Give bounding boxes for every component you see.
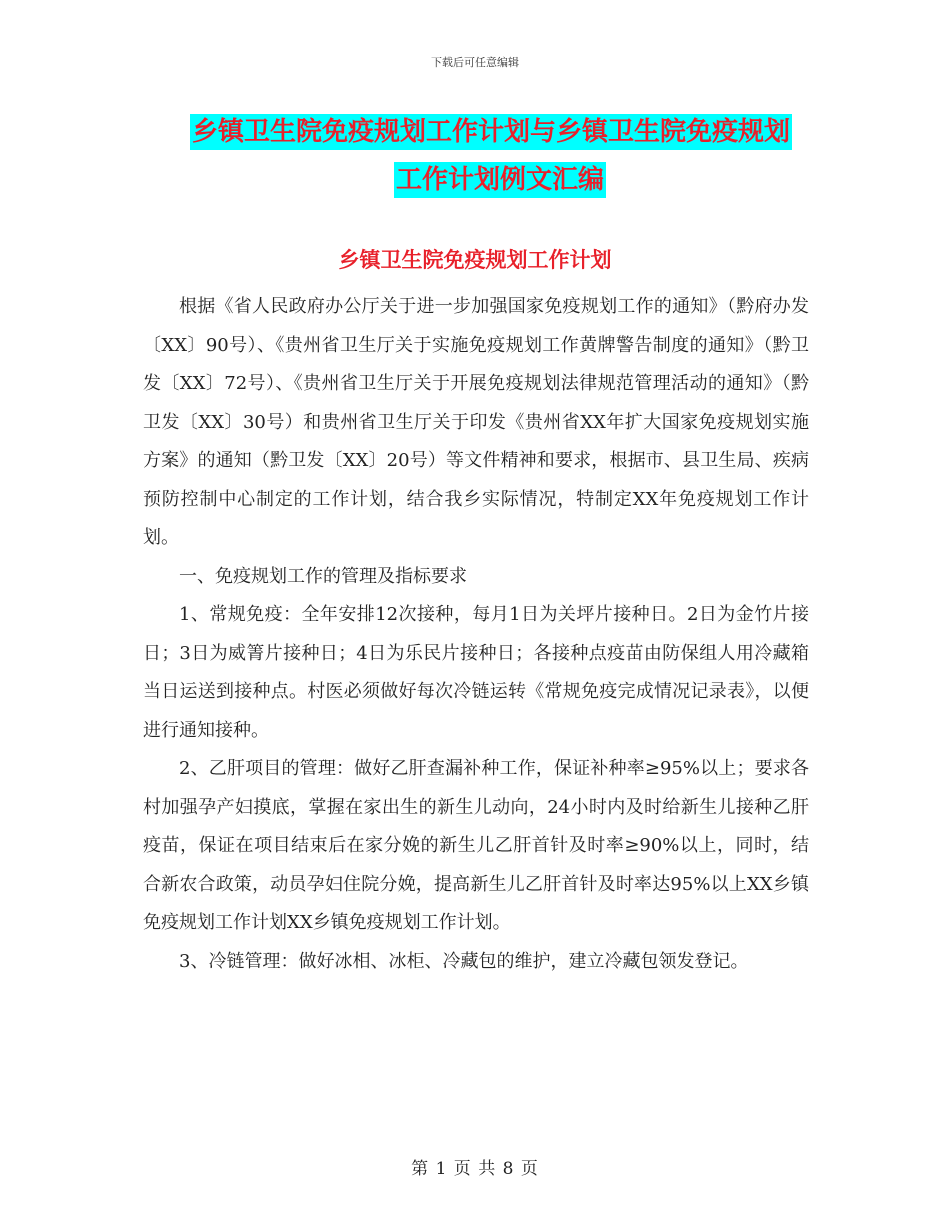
paragraph-routine-immunization: 1、常规免疫：全年安排12次接种，每月1日为关坪片接种日。2日为金竹片接日；3日为威箐片接种日；4日为乐民片接种日；各接种点疫苗由防保组人用冷藏箱当日运送到接种点。村医必须做好每次冷链运转《常规免疫完成情况记录表》，以便进行通知接种。 xyxy=(143,604,809,741)
section-title: 乡镇卫生院免疫规划工作计划 xyxy=(338,248,612,272)
paragraph-cold-chain: 3、冷链管理：做好冰相、冰柜、冷藏包的维护，建立冷藏包领发登记。 xyxy=(179,950,749,972)
document-title-line-1: 乡镇卫生院免疫规划工作计划与乡镇卫生院免疫规划 xyxy=(190,114,792,150)
header-note: 下载后可任意编辑 xyxy=(431,56,519,69)
page-number: 第 1 页 共 8 页 xyxy=(411,1159,539,1179)
document-title-line-2: 工作计划例文汇编 xyxy=(394,162,606,198)
document-title xyxy=(190,108,810,204)
paragraph-hepatitis-b: 2、乙肝项目的管理：做好乙肝查漏补种工作，保证补种率≥95%以上；要求各村加强孕产妇摸底，掌握在家出生的新生儿动向，24小时内及时给新生儿接种乙肝疫苗，保证在项目结束后在家分娩的新生儿乙肝首针及时率≥90%以上，同时，结合新农合政策，动员孕妇住院分娩，提高新生儿乙肝首针及时率达95%以上XX乡镇免疫规划工作计划XX乡镇免疫规划工作计划。 xyxy=(143,758,809,933)
paragraph-heading-1: 一、免疫规划工作的管理及指标要求 xyxy=(179,565,467,587)
document-body xyxy=(143,288,809,981)
paragraph-intro: 根据《省人民政府办公厅关于进一步加强国家免疫规划工作的通知》（黔府办发〔XX〕90号）、《贵州省卫生厅关于实施免疫规划工作黄牌警告制度的通知》（黔卫发〔XX〕72号）、《贵州省卫生厅关于开展免疫规划法律规范管理活动的通知》（黔卫发〔XX〕30号）和贵州省卫生厅关于印发《贵州省XX年扩大国家免疫规划实施方案》的通知（黔卫发〔XX〕20号）等文件精神和要求，根据市、县卫生局、疾病预防控制中心制定的工作计划，结合我乡实际情况，特制定XX年免疫规划工作计划。 xyxy=(143,296,809,548)
